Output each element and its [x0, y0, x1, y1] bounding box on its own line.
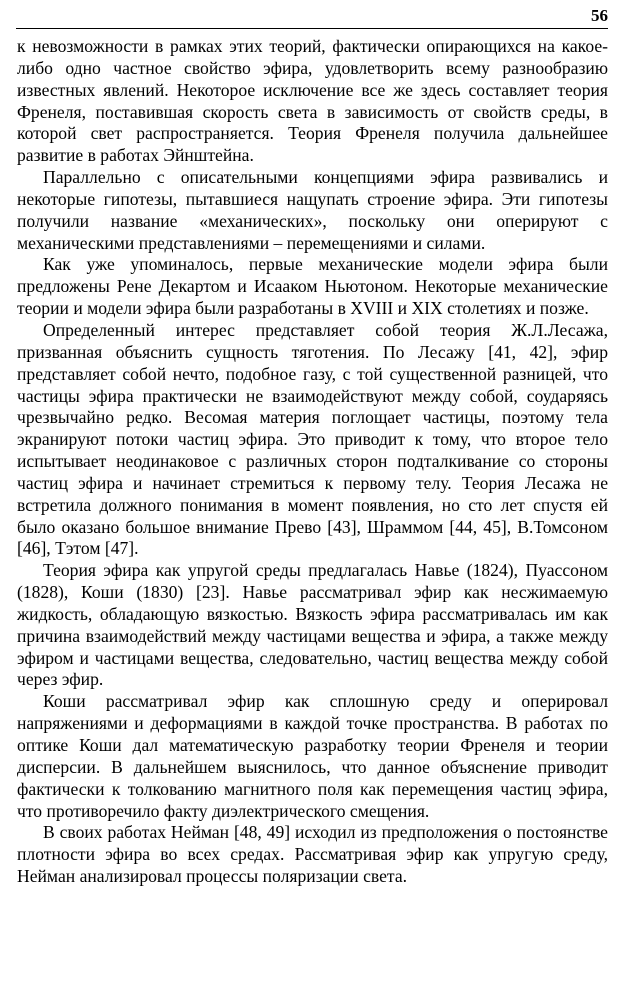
- page-header: [16, 6, 608, 29]
- paragraph: Коши рассматривал эфир как сплошную среду и оперировал напряжениями и деформациями в каждой точке пространства. В работах по оптике Коши дал математическую разработку теории Френеля и теории дисперсии. В дальнейшем выяснилось, что данное объяснение приводит фактически к толкованию магнитного поля как перемещения частиц эфира, что противоречило факту диэлектрического смещения.: [17, 691, 608, 821]
- body-text: [17, 36, 608, 888]
- paragraph: Определенный интерес представляет собой теория Ж.Л.Лесажа, призванная объяснить сущность тяготения. По Лесажу [41, 42], эфир представляет собой нечто, подобное газу, с той существенной разницей, что частицы эфира практически не взаимодействуют между собой, соударяясь чрезвычайно редко. Весомая материя поглощает частицы, поэтому тела экранируют потоки частиц эфира. Это приводит к тому, что второе тело испытывает неодинаковое с различных сторон подталкивание со стороны частиц эфира и начинает стремиться к первому телу. Теория Лесажа не встретила должного понимания в момент появления, но сто лет спустя ей было оказано большое внимание Прево [43], Шраммом [44, 45], В.Томсоном [46], Тэтом [47].: [17, 319, 608, 559]
- paragraph: к невозможности в рамках этих теорий, фактически опирающихся на какое-либо одно частное свойство эфира, удовлетворить всему разнообразию известных явлений. Некоторое исключение все же здесь составляет теория Френеля, поставившая скорость света в зависимость от свойств среды, в которой свет распространяется. Теория Френеля получила дальнейшее развитие в работах Эйнштейна.: [17, 36, 608, 166]
- paragraph: Как уже упоминалось, первые механические модели эфира были предложены Рене Декартом и Исааком Ньютоном. Некоторые механические теории и модели эфира были разработаны в XVIII и XIX столетиях и позже.: [17, 254, 608, 319]
- paragraph: В своих работах Нейман [48, 49] исходил из предположения о постоянстве плотности эфира во всех средах. Рассматривая эфир как упругую среду, Нейман анализировал процессы поляризации света.: [17, 822, 608, 887]
- paragraph: Параллельно с описательными концепциями эфира развивались и некоторые гипотезы, пытавшиеся нащупать строение эфира. Эти гипотезы получили название «механических», поскольку они оперируют с механическими представлениями – перемещениями и силами.: [17, 167, 608, 253]
- paragraph: Теория эфира как упругой среды предлагалась Навье (1824), Пуассоном (1828), Коши (1830) [23]. Навье рассматривал эфир как несжимаемую жидкость, обладающую вязкостью. Вязкость эфира рассматривалась им как причина взаимодействий между частицами вещества и эфира, а также между эфиром и частицами вещества, следовательно, частиц вещества между собой через эфир.: [17, 560, 608, 690]
- page-number: 56: [591, 6, 608, 25]
